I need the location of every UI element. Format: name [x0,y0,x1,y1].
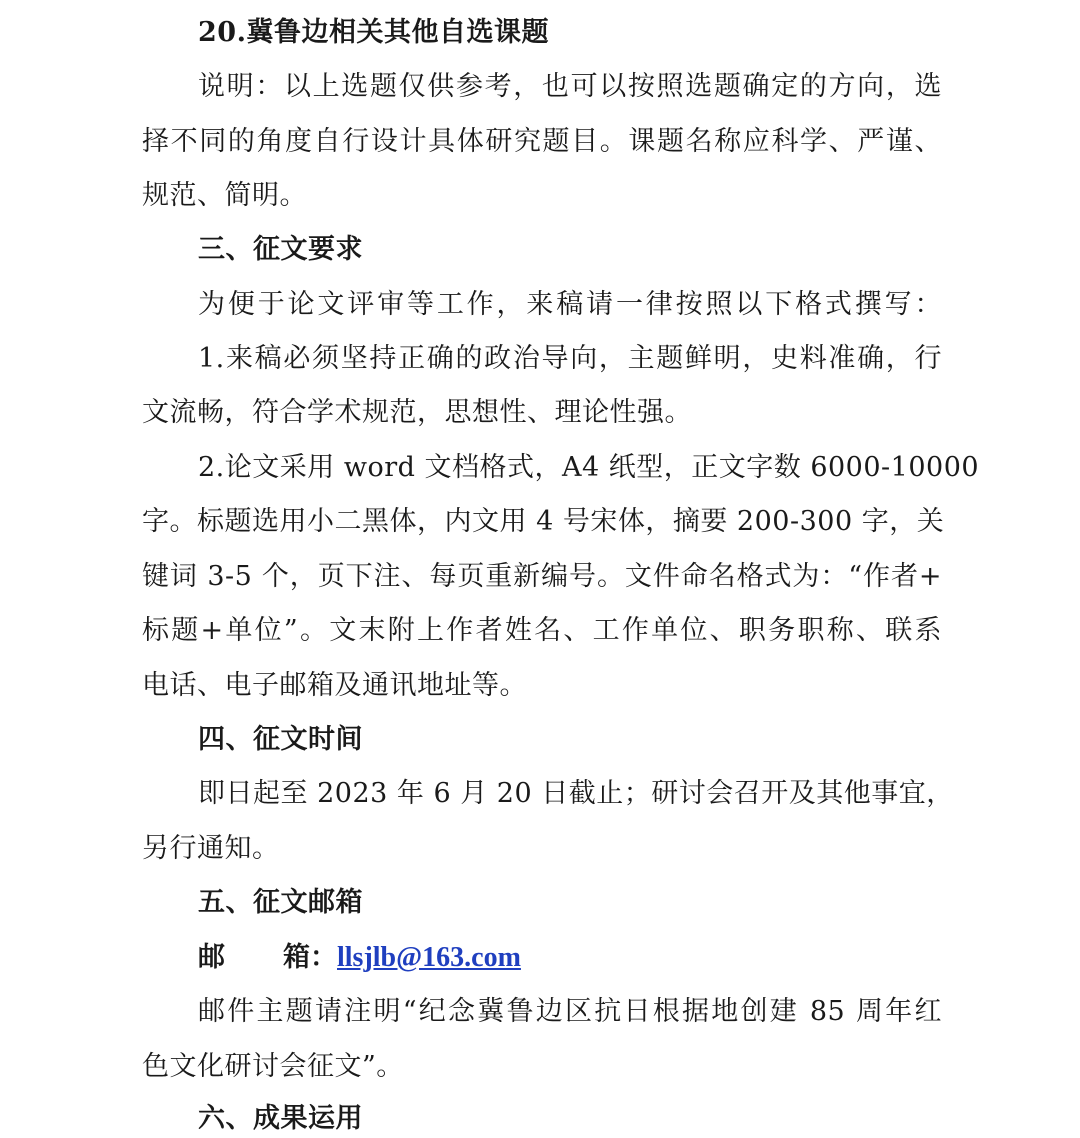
section-3-heading: 三、征文要求 [198,234,363,265]
email-row [198,941,521,975]
item-1-line-2: 文流畅，符合学术规范，思想性、理论性强。 [142,397,692,428]
email-link[interactable]: llsjlb@163.com [337,942,521,973]
email-label-2: 箱： [283,942,337,973]
section-6-heading: 六、成果运用 [198,1103,363,1134]
item-1-line-1: 1.来稿必须坚持正确的政治导向，主题鲜明，史料准确，行 [198,343,942,374]
note-line-2: 择不同的角度自行设计具体研究题目。课题名称应科学、严谨、 [142,126,942,157]
subject-note-line-1: 邮件主题请注明“纪念冀鲁边区抗日根据地创建 85 周年红 [198,996,942,1027]
section-4-line-1: 即日起至 2023 年 6 月 20 日截止；研讨会召开及其他事宜， [198,778,954,809]
item-2-line-1: 2.论文采用 word 文档格式，A4 纸型，正文字数 6000-10000 [198,452,980,483]
item-2-line-3: 键词 3-5 个，页下注、每页重新编号。文件命名格式为：“作者+ [142,561,942,592]
section-3-intro: 为便于论文评审等工作，来稿请一律按照以下格式撰写： [198,289,942,320]
note-line-1: 说明：以上选题仅供参考，也可以按照选题确定的方向，选 [198,71,942,102]
section-5-heading: 五、征文邮箱 [198,887,363,918]
section-4-line-2: 另行通知。 [142,833,280,864]
item-2-line-2: 字。标题选用小二黑体，内文用 4 号宋体，摘要 200-300 字，关 [142,506,945,537]
topic-20: 20.冀鲁边相关其他自选课题 [198,17,549,48]
section-4-heading: 四、征文时间 [198,724,363,755]
note-line-3: 规范、简明。 [142,180,307,211]
subject-note-line-2: 色文化研讨会征文”。 [142,1051,404,1082]
email-label-1: 邮 [198,942,225,973]
item-2-line-4: 标题+单位”。文末附上作者姓名、工作单位、职务职称、联系 [142,615,942,646]
item-2-line-5: 电话、电子邮箱及通讯地址等。 [142,670,527,701]
